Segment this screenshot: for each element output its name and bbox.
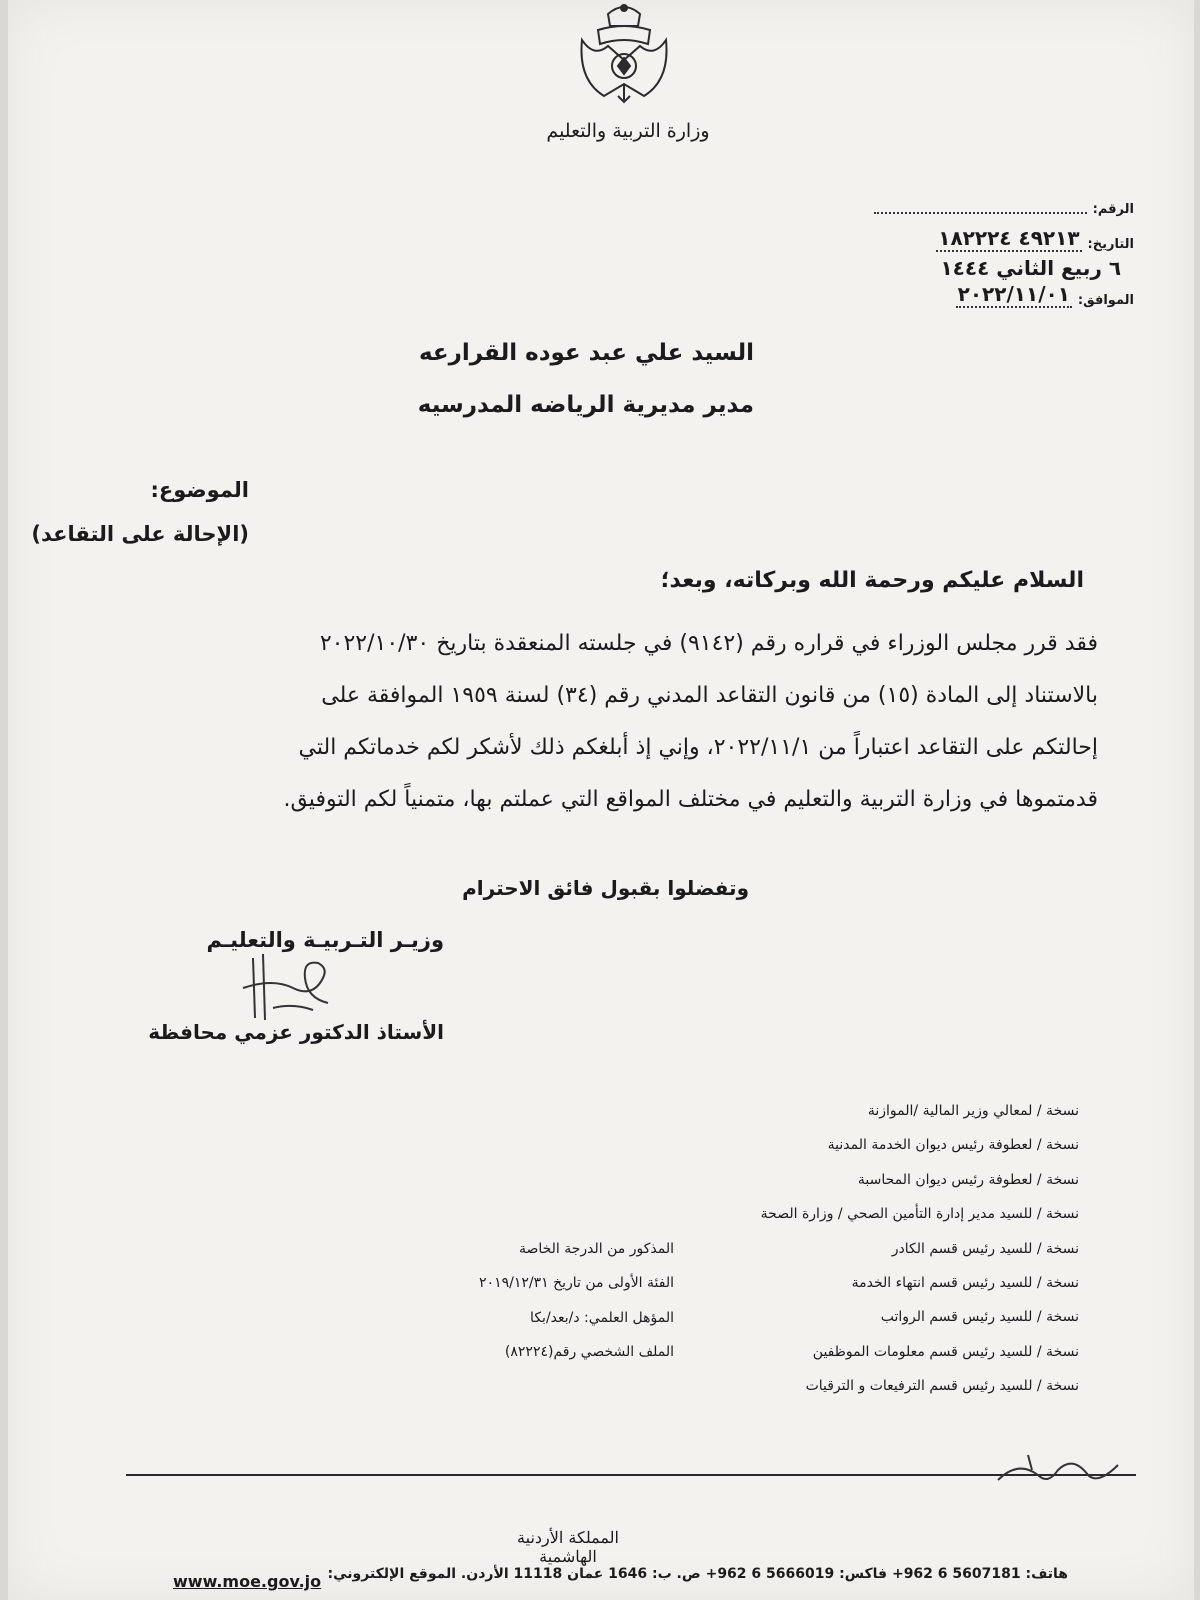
letter-page	[8, 0, 1194, 1600]
footer-divider	[126, 1474, 1136, 1476]
website-link[interactable]: www.moe.gov.jo	[173, 1572, 322, 1591]
body-line: فقد قرر مجلس الوزراء في قراره رقم (٩١٤٢) في جلسته المنعقدة بتاريخ ٢٠٢٢/١٠/٣٠	[319, 631, 1098, 656]
corresponding-row	[874, 282, 1134, 308]
copy-item: نسخة / للسيد رئيس قسم الترفيعات و الترقيات	[805, 1378, 1079, 1395]
signatory-title: وزيـر التـربيـة والتعليـم	[206, 928, 444, 952]
copy-item: نسخة / للسيد رئيس قسم الرواتب	[880, 1309, 1079, 1326]
date-value: ٤٩٢١٣ ١٨٢٢٢٤	[938, 226, 1080, 250]
corresponding-value: ٢٠٢٢/١١/٠١	[957, 282, 1070, 306]
employee-info	[404, 1232, 674, 1370]
info-line: الفئة الأولى من تاريخ ٢٠١٩/١٢/٣١	[479, 1275, 674, 1292]
signature-mark	[233, 948, 343, 1028]
footer-contact: هاتف: 5607181 6 962+ فاكس: 5666019 6 962+ ص. ب: 1646 عمان 11118 الأردن. الموقع الإلكتروني:	[327, 1566, 1068, 1582]
body-line: إحالتكم على التقاعد اعتباراً من ٢٠٢٢/١١/١، وإني إذ أبلغكم ذلك لأشكر لكم خدماتكم التي	[298, 735, 1098, 760]
date-label: التاريخ:	[1087, 237, 1134, 252]
reference-row	[874, 200, 1134, 217]
info-line: المؤهل العلمي: د/بعد/بكا	[530, 1309, 674, 1326]
copy-item: نسخة / لعطوفة رئيس ديوان الخدمة المدنية	[827, 1137, 1079, 1154]
subject-label: الموضوع:	[150, 478, 249, 502]
ministry-name: وزارة التربية والتعليم	[546, 120, 710, 142]
letter-body	[163, 618, 1098, 826]
copy-item: نسخة / للسيد رئيس قسم انتهاء الخدمة	[851, 1275, 1079, 1292]
copy-item: نسخة / لعطوفة رئيس ديوان المحاسبة	[857, 1171, 1079, 1188]
copy-item: نسخة / لمعالي وزير المالية /الموازنة	[867, 1103, 1079, 1119]
kingdom-name: المملكة الأردنية الهاشمية	[517, 1528, 619, 1566]
info-line: الملف الشخصي رقم(٨٢٢٢٤)	[504, 1344, 674, 1361]
date-row	[874, 226, 1134, 252]
hijri-date: ٦ ربيع الثاني ١٤٤٤	[940, 256, 1122, 280]
corresponding-label: الموافق:	[1077, 293, 1134, 308]
addressee-name: السيد علي عبد عوده القرارعه	[418, 340, 754, 366]
signatory-name: الأستاذ الدكتور عزمي محافظة	[148, 1020, 444, 1044]
reference-label: الرقم:	[1092, 202, 1134, 217]
body-line: بالاستناد إلى المادة (١٥) من قانون التقاعد المدني رقم (٣٤) لسنة ١٩٥٩ الموافقة على	[321, 683, 1098, 708]
closing-line: وتفضلوا بقبول فائق الاحترام	[462, 876, 749, 900]
subject-text: (الإحالة على التقاعد)	[31, 522, 249, 546]
copy-item: نسخة / للسيد رئيس قسم معلومات الموظفين	[812, 1343, 1079, 1360]
coat-of-arms-emblem	[568, 0, 680, 112]
copies-list	[679, 1094, 1079, 1404]
copy-item: نسخة / للسيد مدير إدارة التأمين الصحي / وزارة الصحة	[760, 1206, 1079, 1223]
copy-item: نسخة / للسيد رئيس قسم الكادر	[891, 1240, 1079, 1257]
reference-dots	[874, 200, 1087, 214]
info-line: المذكور من الدرجة الخاصة	[518, 1241, 674, 1257]
hijri-row	[874, 256, 1134, 280]
initials-scribble	[988, 1440, 1138, 1500]
greeting: السلام عليكم ورحمة الله وبركاته، وبعد؛	[660, 568, 1084, 593]
addressee-title: مدير مديرية الرياضه المدرسيه	[417, 392, 754, 418]
body-line: قدمتموها في وزارة التربية والتعليم في مختلف المواقع التي عملتم بها، متمنياً لكم التوفيق.	[283, 787, 1098, 812]
